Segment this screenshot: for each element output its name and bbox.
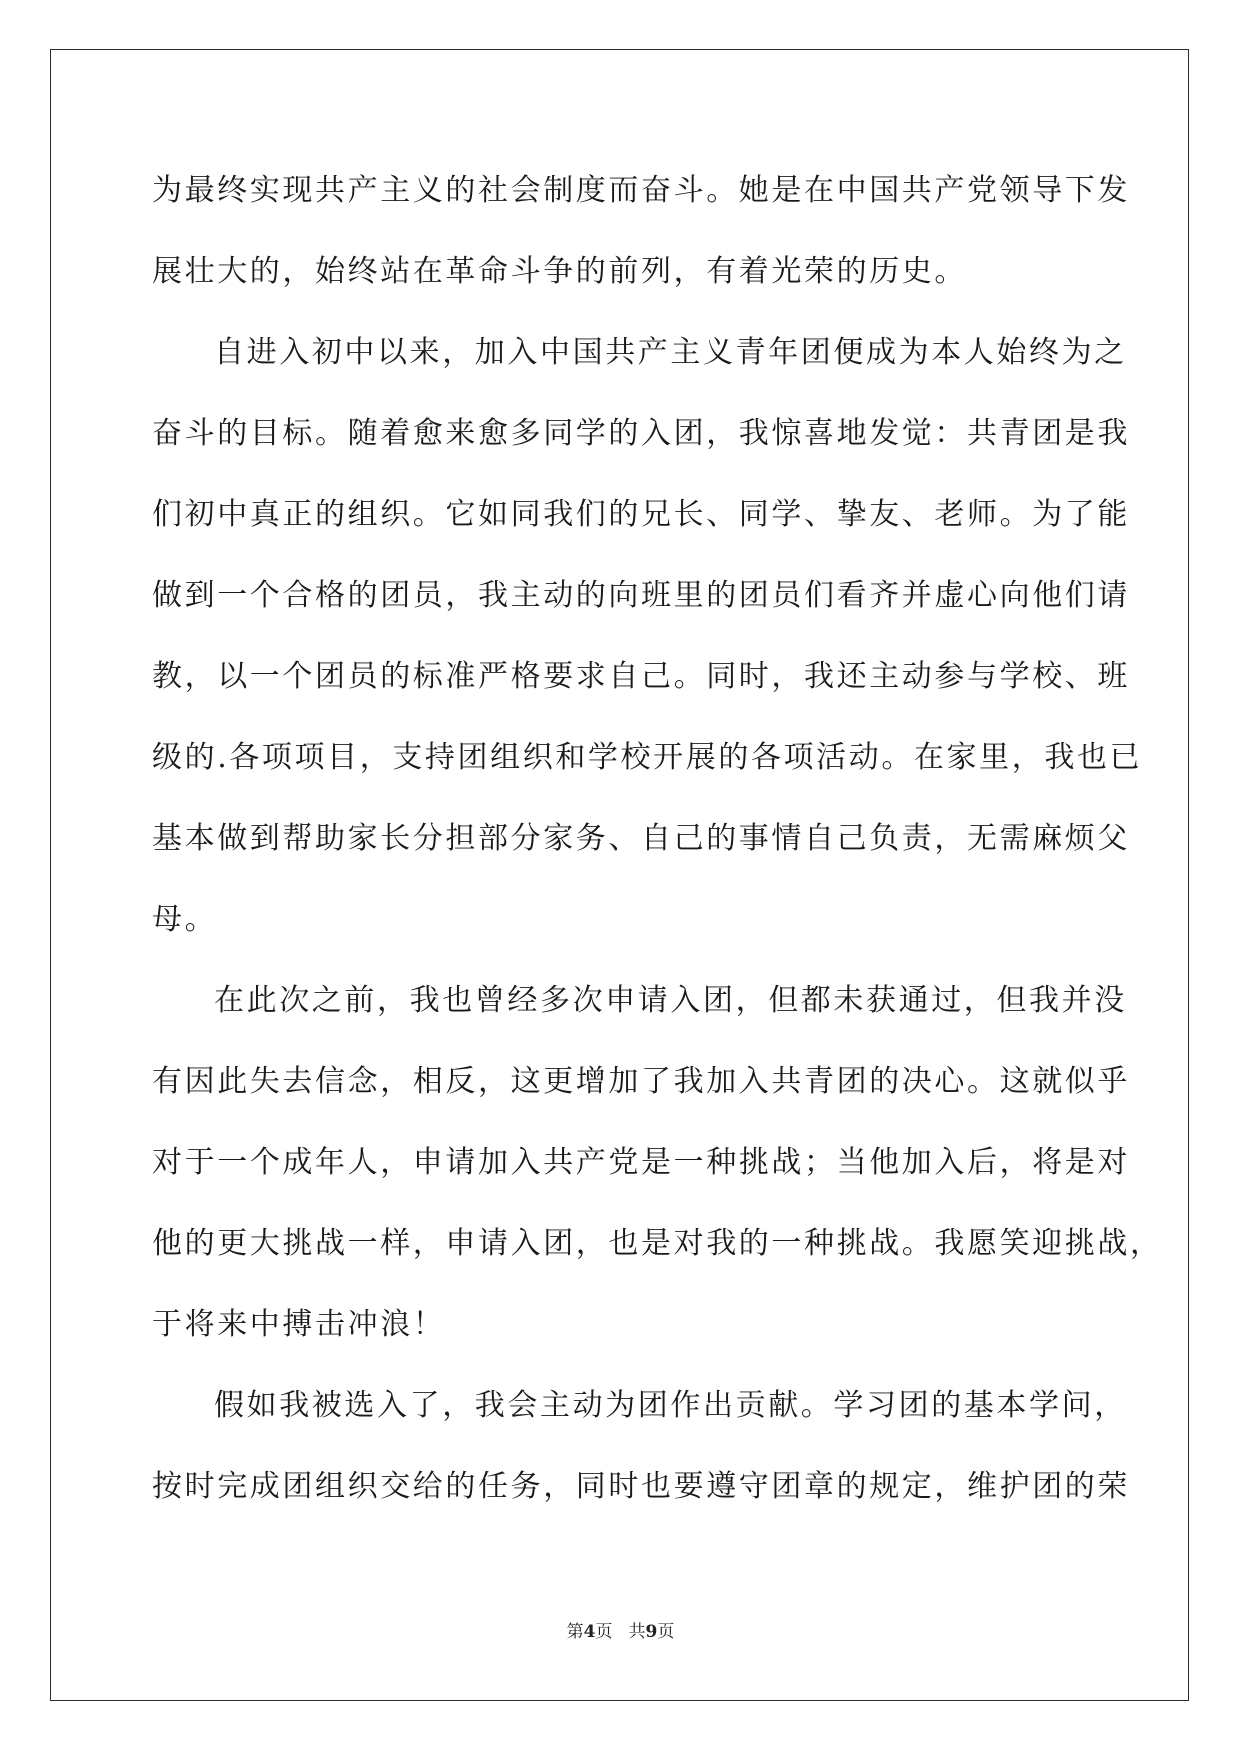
- text-line: 级的.各项项目，支持团组织和学校开展的各项活动。在家里，我也已: [152, 740, 1143, 775]
- text-line: 做到一个合格的团员，我主动的向班里的团员们看齐并虚心向他们请: [152, 578, 1130, 613]
- text-line: 按时完成团组织交给的任务，同时也要遵守团章的规定，维护团的荣: [152, 1469, 1130, 1504]
- text-line: 展壮大的，始终站在革命斗争的前列，有着光荣的历史。: [152, 254, 967, 289]
- paragraph-start-line: 在此次之前，我也曾经多次申请入团，但都未获通过，但我并没: [214, 983, 1127, 1018]
- text-line: 教，以一个团员的标准严格要求自己。同时，我还主动参与学校、班: [152, 659, 1130, 694]
- page-suffix: 页: [595, 1622, 613, 1642]
- page-border: [50, 49, 1189, 1701]
- text-line: 为最终实现共产主义的社会制度而奋斗。她是在中国共产党领导下发: [152, 173, 1130, 208]
- text-line: 母。: [152, 902, 218, 937]
- paragraph-start-line: 假如我被选入了，我会主动为团作出贡献。学习团的基本学问，: [214, 1388, 1127, 1423]
- text-line: 于将来中搏击冲浪！: [152, 1307, 446, 1342]
- text-line: 对于一个成年人，申请加入共产党是一种挑战；当他加入后，将是对: [152, 1145, 1130, 1180]
- total-suffix: 页: [657, 1622, 675, 1642]
- text-line: 他的更大挑战一样，申请入团，也是对我的一种挑战。我愿笑迎挑战，: [152, 1226, 1163, 1261]
- page-footer: [0, 1620, 1241, 1644]
- text-line: 们初中真正的组织。它如同我们的兄长、同学、挚友、老师。为了能: [152, 497, 1130, 532]
- page-prefix: 第: [566, 1622, 584, 1642]
- total-pages: 9: [645, 1622, 658, 1642]
- page-number: 4: [583, 1622, 596, 1642]
- text-line: 基本做到帮助家长分担部分家务、自己的事情自己负责，无需麻烦父: [152, 821, 1130, 856]
- text-line: 奋斗的目标。随着愈来愈多同学的入团，我惊喜地发觉：共青团是我: [152, 416, 1130, 451]
- total-prefix: 共: [628, 1622, 646, 1642]
- paragraph-start-line: 自进入初中以来，加入中国共产主义青年团便成为本人始终为之: [214, 335, 1127, 370]
- text-line: 有因此失去信念，相反，这更增加了我加入共青团的决心。这就似乎: [152, 1064, 1130, 1099]
